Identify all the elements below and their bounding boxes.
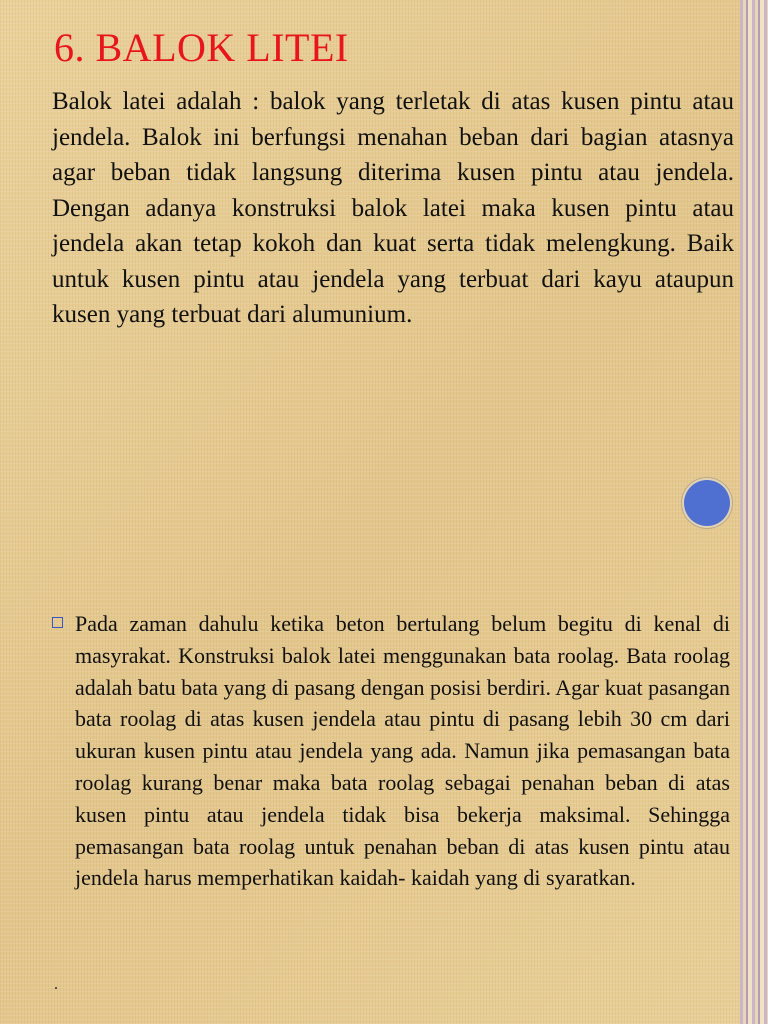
decorative-side-stripes [740,0,768,1024]
decorative-circle-icon [684,480,730,526]
definition-paragraph: Balok latei adalah : balok yang terletak di atas kusen pintu atau jendela. Balok ini berfungsi menahan beban dari bagian atasnya agar beban tidak langsung diterima kusen pintu atau jendela. Dengan adanya konstruksi balok latei maka kusen pintu atau jendela akan tetap kokoh dan kuat serta tidak melengkung. Baik untuk kusen pintu atau jendela yang terbuat dari kayu ataupun kusen yang terbuat dari alumunium. [52,88,734,328]
bullet-paragraph: Pada zaman dahulu ketika beton bertulang belum begitu di kenal di masyrakat. Konstruksi balok latei menggunakan bata roolag. Bata roolag adalah batu bata yang di pasang dengan posisi berdiri. Agar kuat pasangan bata roolag di atas kusen jendela atau pintu di pasang lebih 30 cm dari ukuran kusen pintu atau jendela yang ada. Namun jika pemasangan bata roolag kurang benar maka bata roolag sebagai penahan beban di atas kusen pintu atau jendela tidak bisa bekerja maksimal. Sehingga pemasangan bata roolag untuk penahan beban di atas kusen pintu atau jendela harus memperhatikan kaidah- kaidah yang di syaratkan. [75,611,730,891]
square-bullet-icon [52,617,63,628]
slide-title: 6. BALOK LITEI [54,25,349,70]
bullet-list-item [52,608,730,894]
trailing-period: . [54,976,58,993]
